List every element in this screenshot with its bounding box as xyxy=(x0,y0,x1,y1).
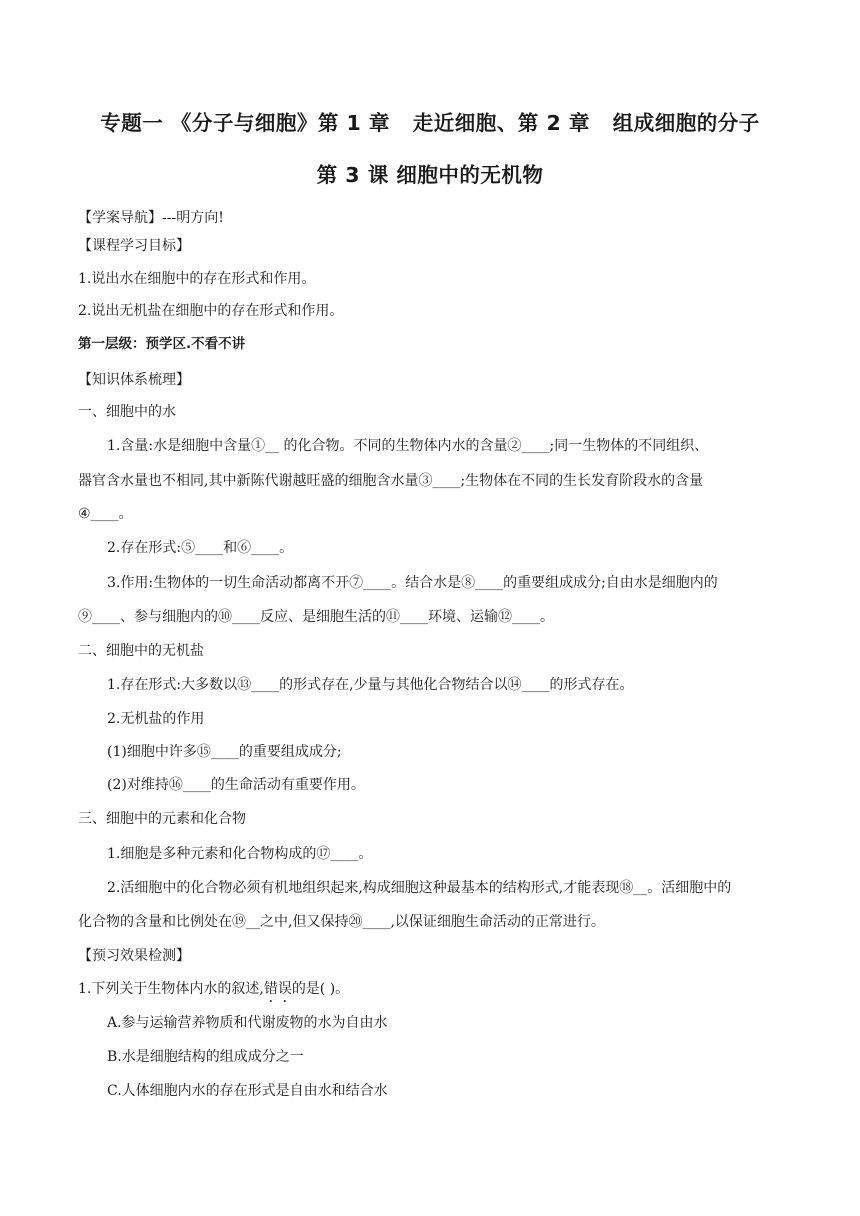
question-1-stem-end: 的是( )。 xyxy=(291,981,350,997)
knowledge-heading: 【知识体系梳理】 xyxy=(78,372,190,388)
water-content-line-3: ④____。 xyxy=(78,506,133,522)
salts-function-heading: 2.无机盐的作用 xyxy=(107,711,205,727)
section-water-heading: 一、细胞中的水 xyxy=(78,404,176,420)
elements-line-1: 1.细胞是多种元素和化合物构成的⑰____。 xyxy=(107,846,373,862)
emphasis-char-1: 错 xyxy=(263,981,278,997)
preview-check-heading: 【预习效果检测】 xyxy=(78,948,190,964)
question-1-option-c: C.人体细胞内水的存在形式是自由水和结合水 xyxy=(107,1083,388,1099)
water-content-line-2: 器官含水量也不相同,其中新陈代谢越旺盛的细胞含水量③____;生物体在不同的生长发育阶段水的含量 xyxy=(78,473,704,489)
section-salts-heading: 二、细胞中的无机盐 xyxy=(78,643,204,659)
elements-line-2b: 化合物的含量和比例处在⑲__之中,但又保持⑳____,以保证细胞生命活动的正常进行。 xyxy=(78,914,605,930)
section-elements-heading: 三、细胞中的元素和化合物 xyxy=(78,811,246,827)
goal-item-2: 2.说出无机盐在细胞中的存在形式和作用。 xyxy=(78,303,344,319)
salts-function-item-1: (1)细胞中许多⑮____的重要组成成分; xyxy=(107,744,342,760)
water-function-line-2: ⑨____、参与细胞内的⑩____反应、是细胞生活的⑪____环境、运输⑫____。 xyxy=(78,609,554,625)
level-one-heading: 第一层级：预学区.不看不讲 xyxy=(78,336,246,352)
lesson-title: 第 3 课 细胞中的无机物 xyxy=(316,163,544,187)
page-title: 专题一 《分子与细胞》第 1 章 走近细胞、第 2 章 组成细胞的分子 xyxy=(100,111,760,135)
water-function-line-1: 3.作用:生物体的一切生命活动都离不开⑦____。结合水是⑧____的重要组成成分;自由水是细胞内的 xyxy=(107,575,718,591)
learning-goals-heading: 【课程学习目标】 xyxy=(78,238,190,254)
question-1-option-b: B.水是细胞结构的组成成分之一 xyxy=(107,1049,304,1065)
question-1-option-a: A.参与运输营养物质和代谢废物的水为自由水 xyxy=(107,1015,388,1031)
question-1-stem xyxy=(78,980,349,998)
water-forms-line: 2.存在形式:⑤____和⑥____。 xyxy=(107,540,294,556)
salts-function-item-2: (2)对维持⑯____的生命活动有重要作用。 xyxy=(107,777,365,793)
water-content-line-1: 1.含量:水是细胞中含量①__ 的化合物。不同的生物体内水的含量②____;同一生物体的不同组织、 xyxy=(107,438,709,454)
emphasis-char-2: 误 xyxy=(277,981,292,997)
elements-line-2a: 2.活细胞中的化合物必须有机地组织起来,构成细胞这种最基本的结构形式,才能表现⑱__。活细胞中的 xyxy=(107,880,732,896)
goal-item-1: 1.说出水在细胞中的存在形式和作用。 xyxy=(78,271,316,287)
question-1-stem-text: 1.下列关于生物体内水的叙述, xyxy=(78,981,264,997)
salts-forms-line: 1.存在形式:大多数以⑬____的形式存在,少量与其他化合物结合以⑭____的形式存在。 xyxy=(107,677,634,693)
study-guide-heading: 【学案导航】---明方向! xyxy=(78,210,224,226)
